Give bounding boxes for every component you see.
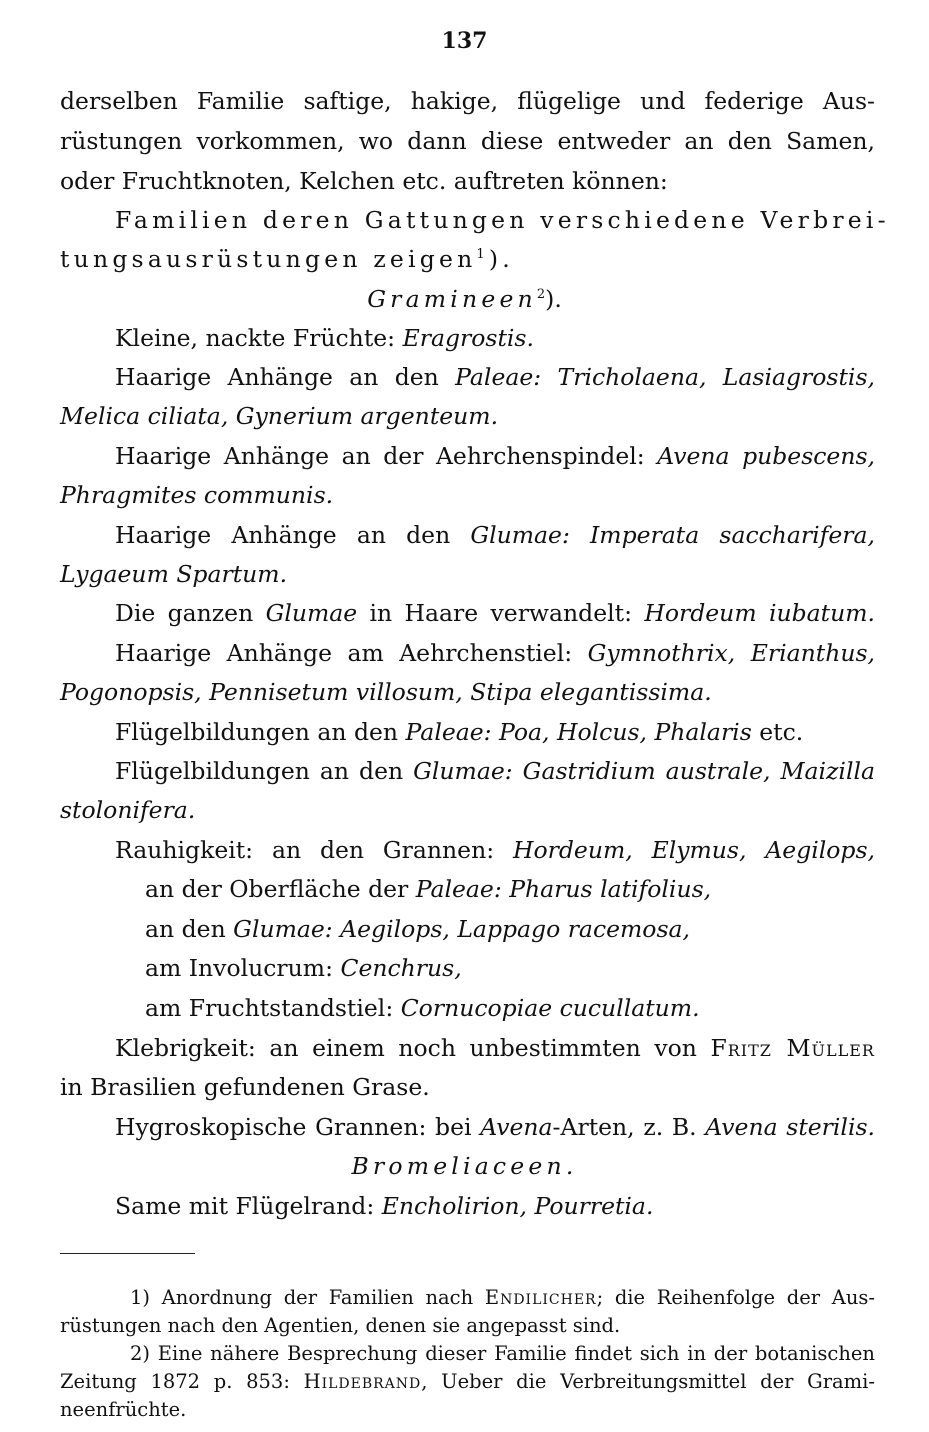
entry-line [115,1112,875,1142]
entry-line [115,756,875,786]
text-line-2: rüstungen vorkommen, wo dann diese entweder an den Samen, [60,127,875,155]
entry-subline [145,953,875,983]
footnote-2-line-1: 2) Eine nähere Besprechung dieser Familie findet sich in der botanischen [130,1342,875,1365]
entry-line [115,1033,875,1063]
entry-species: Eragrostis. [402,324,534,352]
entry-label: Haarige Anhänge am Aehrchenstiel: [115,639,588,667]
entry-species: Glumae: Aegilops, Lappago racemosa, [233,915,690,943]
footnote-1-line-2: rüstungen nach den Agentien, denen sie angepasst sind. [60,1314,621,1337]
entry-label: Haarige Anhänge an den [115,363,456,391]
entry-term: Glumae [265,599,358,627]
entry-label: -Arten, z. B. [552,1113,706,1141]
entry-species: Encholirion, Pourretia. [381,1192,654,1220]
entry-species: Glumae: Imperata saccharifera, [470,521,875,549]
entry-line [115,835,875,865]
section-heading-line-1: Familien deren Gattungen verschiedene Verbrei- [115,206,890,234]
entry-label: Die ganzen [115,599,266,627]
footnote-text: 1) Anordnung der Familien nach [130,1286,485,1309]
entry-species: Gymnothrix, Erianthus, [587,639,876,667]
footnote-text: Zeitung 1872 p. 853: [60,1370,304,1393]
entry-continuation: Melica ciliata, Gynerium argenteum. [60,402,499,430]
entry-continuation: Phragmites communis. [60,481,334,509]
entry-subline [145,993,875,1023]
entry-subline [145,874,875,904]
footnote-divider [60,1253,195,1254]
entry-line [115,598,875,628]
entry-label: Klebrigkeit: an einem noch unbestimmten von [115,1034,711,1062]
entry-label: am Fruchtstandstiel: [145,994,401,1022]
entry-label: Hygroskopische Grannen: bei [115,1113,481,1141]
entry-label: Rauhigkeit: an den Grannen: [115,836,513,864]
footnote-ref-1: 1 [476,247,489,262]
entry-continuation: stolonifera. [60,796,196,824]
entry-species: Hordeum iubatum. [644,599,875,627]
entry-species: Tricholaena, Lasiagrostis, [557,363,875,391]
entry-label: in Haare verwandelt: [357,599,645,627]
heading-close: ). [488,245,514,273]
footnote-text: , Ueber die Verbreitungsmittel der Grami- [421,1370,875,1393]
heading-text: tungsausrüstungen zeigen [60,245,477,273]
footnote-2-line-2 [60,1368,875,1396]
entry-species: Paleae: Pharus latifolius, [415,875,712,903]
entry-continuation: Pogonopsis, Pennisetum villosum, Stipa elegantissima. [60,678,712,706]
entry-species: Avena sterilis. [705,1113,875,1141]
entry-species: Glumae: Gastridium australe, Maizilla [413,757,875,785]
entry-continuation: Lygaeum Spartum. [60,560,288,588]
entry-term: Paleae: [455,363,542,391]
entry-line [115,717,875,747]
entry-species: Cenchrus, [340,954,462,982]
entry-label: an der Oberfläche der [145,875,416,903]
entry-subline [145,914,875,944]
entry-label: etc. [751,718,804,746]
text-line-1: derselben Familie saftige, hakige, flügelige und federige Aus- [60,87,875,115]
entry-species: Avena [480,1113,553,1141]
entry-species: Cornucopiae cucullatum. [400,994,700,1022]
entry-label: Flügelbildungen an den [115,718,406,746]
family-title: Gramineen [367,285,537,313]
page-number: 137 [441,28,488,54]
entry-species: Avena pubescens, [657,442,875,470]
footnote-1-line-1 [130,1284,875,1312]
section-heading-line-2 [60,244,875,274]
author-name: Hildebrand [303,1370,422,1393]
entry-species: Paleae: Poa, Holcus, Phalaris [405,718,752,746]
entry-label: Same mit Flügelrand: [115,1192,382,1220]
footnote-ref-2: 2 [536,287,546,302]
entry-continuation: in Brasilien gefundenen Grase. [60,1073,430,1101]
author-name: Endilicher [484,1286,597,1309]
family-heading-gramineen [0,284,929,314]
entry-line [115,323,875,353]
entry-label: an den [145,915,234,943]
entry-species: Hordeum, Elymus, Aegilops, [513,836,875,864]
entry-line [115,441,875,471]
entry-line [115,362,875,392]
text-line-3: oder Fruchtknoten, Kelchen etc. auftreten können: [60,167,668,195]
family-heading-bromeliaceen: Bromeliaceen. [351,1152,578,1180]
entry-label: Haarige Anhänge an der Aehrchenspindel: [115,442,658,470]
entry-label: Flügelbildungen an den [115,757,414,785]
footnote-text: ; die Reihenfolge der Aus- [596,1286,875,1309]
family-title-close: ). [545,285,562,313]
entry-line [115,638,875,668]
entry-label: Haarige Anhänge an den [115,521,471,549]
entry-line [115,1191,875,1221]
entry-label: am Involucrum: [145,954,341,982]
author-name: Fritz Müller [710,1034,875,1062]
entry-line [115,520,875,550]
entry-label: Kleine, nackte Früchte: [115,324,403,352]
footnote-2-line-3: neenfrüchte. [60,1398,187,1421]
